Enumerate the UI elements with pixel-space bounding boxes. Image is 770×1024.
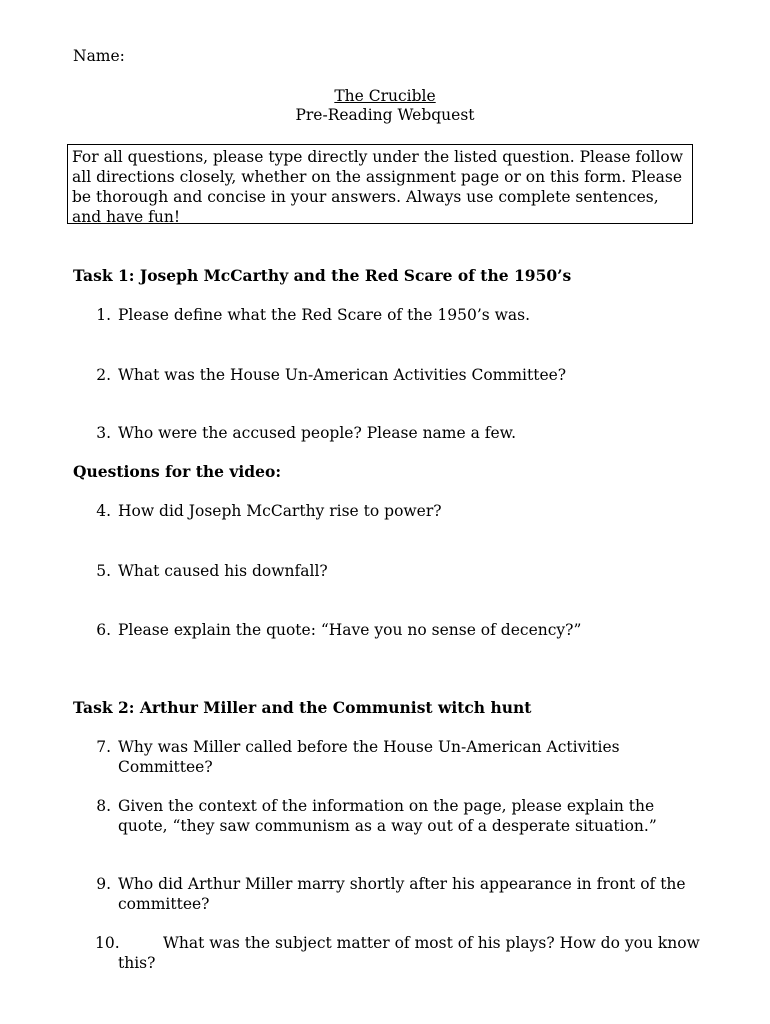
task1-heading: Task 1: Joseph McCarthy and the Red Scare of the 1950’s: [73, 266, 572, 285]
question-text: Who were the accused people? Please name a few.: [118, 424, 517, 442]
question-number: 1.: [96, 306, 111, 324]
question-text: Given the context of the information on the page, please explain the quote, “they saw communism as a way out of a desperate situation.”: [118, 797, 657, 835]
question-number: 6.: [96, 621, 111, 639]
instructions-box: For all questions, please type directly under the listed question. Please follow all directions closely, whether on the assignment page or on this form. Please be thorough and concise in your answers. Always use complete sentences, and have fun!: [67, 144, 693, 224]
question-number: 8.: [96, 797, 111, 815]
question-text: Why was Miller called before the House Un-American Activities Committee?: [118, 738, 620, 776]
question-number: 3.: [96, 424, 111, 442]
question-text: What was the subject matter of most of his plays? How do you know this?: [118, 934, 700, 972]
video-heading: Questions for the video:: [73, 462, 282, 481]
question-text: Who did Arthur Miller marry shortly after his appearance in front of the committee?: [118, 875, 686, 913]
question-number: 7.: [96, 738, 111, 756]
question-text: Please explain the quote: “Have you no sense of decency?”: [118, 621, 582, 639]
question-text: How did Joseph McCarthy rise to power?: [118, 502, 442, 520]
task2-heading: Task 2: Arthur Miller and the Communist witch hunt: [73, 698, 532, 717]
question-text: What was the House Un-American Activities Committee?: [118, 366, 567, 384]
question-number: 10.: [95, 934, 120, 952]
question-number: 5.: [96, 562, 111, 580]
name-label: Name:: [73, 47, 125, 65]
question-text: What caused his downfall?: [118, 562, 328, 580]
question-number: 4.: [96, 502, 111, 520]
question-text: Please define what the Red Scare of the 1950’s was.: [118, 306, 531, 324]
document-title: The Crucible: [334, 87, 436, 105]
question-number: 2.: [96, 366, 111, 384]
document-subtitle: Pre-Reading Webquest: [295, 106, 475, 124]
question-number: 9.: [96, 875, 111, 893]
